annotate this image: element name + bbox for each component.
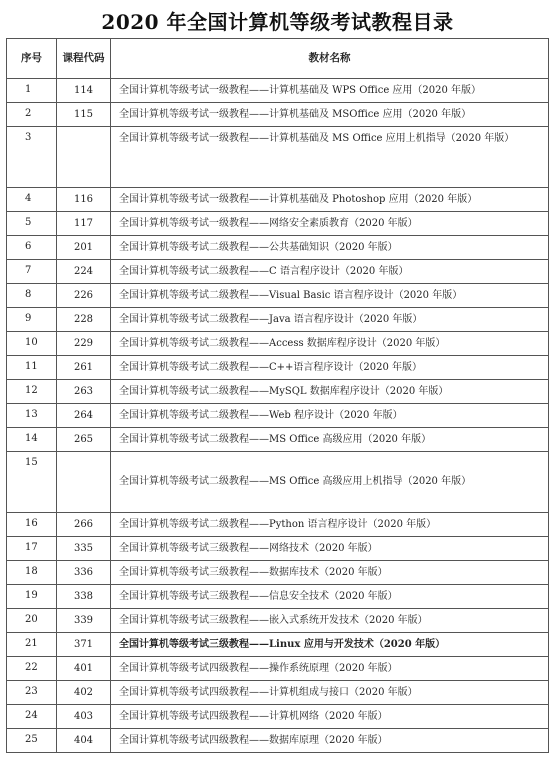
header-no: 序号	[7, 39, 57, 79]
row-code: 201	[57, 236, 111, 260]
table-row	[7, 236, 549, 260]
row-code: 401	[57, 657, 111, 681]
row-code	[57, 127, 111, 188]
row-name: 全国计算机等级考试二级教程——MS Office 高级应用上机指导（2020 年版）	[111, 452, 549, 513]
table-row	[7, 585, 549, 609]
row-code: 261	[57, 356, 111, 380]
row-name: 全国计算机等级考试二级教程——C 语言程序设计（2020 年版）	[111, 260, 549, 284]
row-no: 25	[7, 729, 57, 753]
row-no: 23	[7, 681, 57, 705]
row-name: 全国计算机等级考试三级教程——数据库技术（2020 年版）	[111, 561, 549, 585]
row-no: 22	[7, 657, 57, 681]
row-code: 265	[57, 428, 111, 452]
table-row	[7, 103, 549, 127]
textbook-table	[6, 38, 549, 753]
row-no: 12	[7, 380, 57, 404]
row-code: 402	[57, 681, 111, 705]
row-no: 5	[7, 212, 57, 236]
row-name: 全国计算机等级考试三级教程——嵌入式系统开发技术（2020 年版）	[111, 609, 549, 633]
row-code: 117	[57, 212, 111, 236]
row-name: 全国计算机等级考试一级教程——计算机基础及 Photoshop 应用（2020 年版）	[111, 188, 549, 212]
row-no: 16	[7, 513, 57, 537]
row-code: 229	[57, 332, 111, 356]
row-no: 14	[7, 428, 57, 452]
table-row	[7, 308, 549, 332]
row-name: 全国计算机等级考试四级教程——计算机网络（2020 年版）	[111, 705, 549, 729]
row-name: 全国计算机等级考试二级教程——公共基础知识（2020 年版）	[111, 236, 549, 260]
table-row	[7, 609, 549, 633]
table-row	[7, 561, 549, 585]
row-name: 全国计算机等级考试三级教程——Linux 应用与开发技术（2020 年版）	[111, 633, 549, 657]
row-no: 1	[7, 79, 57, 103]
row-code: 338	[57, 585, 111, 609]
row-name: 全国计算机等级考试四级教程——操作系统原理（2020 年版）	[111, 657, 549, 681]
row-no: 3	[7, 127, 57, 188]
row-code: 114	[57, 79, 111, 103]
row-code: 263	[57, 380, 111, 404]
table-row	[7, 657, 549, 681]
row-name: 全国计算机等级考试三级教程——信息安全技术（2020 年版）	[111, 585, 549, 609]
table-row	[7, 284, 549, 308]
row-code: 336	[57, 561, 111, 585]
row-code: 404	[57, 729, 111, 753]
row-no: 24	[7, 705, 57, 729]
row-code: 339	[57, 609, 111, 633]
row-name: 全国计算机等级考试二级教程——Python 语言程序设计（2020 年版）	[111, 513, 549, 537]
table-row	[7, 729, 549, 753]
row-no: 6	[7, 236, 57, 260]
row-name: 全国计算机等级考试二级教程——Java 语言程序设计（2020 年版）	[111, 308, 549, 332]
row-no: 18	[7, 561, 57, 585]
row-code: 226	[57, 284, 111, 308]
row-code: 371	[57, 633, 111, 657]
row-no: 9	[7, 308, 57, 332]
table-row	[7, 428, 549, 452]
row-name: 全国计算机等级考试一级教程——计算机基础及 MSOffice 应用（2020 年版）	[111, 103, 549, 127]
row-code: 335	[57, 537, 111, 561]
table-row	[7, 380, 549, 404]
table-row	[7, 537, 549, 561]
table-row	[7, 705, 549, 729]
row-no: 7	[7, 260, 57, 284]
row-name: 全国计算机等级考试三级教程——网络技术（2020 年版）	[111, 537, 549, 561]
row-code: 116	[57, 188, 111, 212]
row-name: 全国计算机等级考试一级教程——计算机基础及 MS Office 应用上机指导（2020 年版）	[111, 127, 549, 188]
table-row	[7, 633, 549, 657]
header-row	[7, 39, 549, 79]
row-name: 全国计算机等级考试二级教程——MySQL 数据库程序设计（2020 年版）	[111, 380, 549, 404]
row-name: 全国计算机等级考试四级教程——数据库原理（2020 年版）	[111, 729, 549, 753]
row-code: 403	[57, 705, 111, 729]
row-code: 115	[57, 103, 111, 127]
row-no: 10	[7, 332, 57, 356]
row-name: 全国计算机等级考试二级教程——Web 程序设计（2020 年版）	[111, 404, 549, 428]
row-name: 全国计算机等级考试一级教程——网络安全素质教育（2020 年版）	[111, 212, 549, 236]
row-no: 4	[7, 188, 57, 212]
row-name: 全国计算机等级考试二级教程——MS Office 高级应用（2020 年版）	[111, 428, 549, 452]
row-name: 全国计算机等级考试二级教程——C++语言程序设计（2020 年版）	[111, 356, 549, 380]
row-name: 全国计算机等级考试二级教程——Access 数据库程序设计（2020 年版）	[111, 332, 549, 356]
row-code: 266	[57, 513, 111, 537]
table-row	[7, 127, 549, 188]
row-no: 8	[7, 284, 57, 308]
row-code: 228	[57, 308, 111, 332]
row-code: 224	[57, 260, 111, 284]
header-name: 教材名称	[111, 39, 549, 79]
table-row	[7, 260, 549, 284]
row-no: 19	[7, 585, 57, 609]
row-code	[57, 452, 111, 513]
table-row	[7, 188, 549, 212]
table-row	[7, 79, 549, 103]
row-no: 20	[7, 609, 57, 633]
table-row	[7, 356, 549, 380]
table-row	[7, 332, 549, 356]
row-no: 17	[7, 537, 57, 561]
row-name: 全国计算机等级考试二级教程——Visual Basic 语言程序设计（2020 年版）	[111, 284, 549, 308]
table-row	[7, 452, 549, 513]
row-no: 13	[7, 404, 57, 428]
header-code: 课程代码	[57, 39, 111, 79]
table-row	[7, 212, 549, 236]
table-body	[7, 79, 549, 753]
row-no: 21	[7, 633, 57, 657]
row-no: 11	[7, 356, 57, 380]
row-name: 全国计算机等级考试四级教程——计算机组成与接口（2020 年版）	[111, 681, 549, 705]
page-title: 2020 年全国计算机等级考试教程目录	[101, 10, 454, 34]
table-row	[7, 513, 549, 537]
row-no: 15	[7, 452, 57, 513]
row-name: 全国计算机等级考试一级教程——计算机基础及 WPS Office 应用（2020 年版）	[111, 79, 549, 103]
row-code: 264	[57, 404, 111, 428]
table-row	[7, 681, 549, 705]
row-no: 2	[7, 103, 57, 127]
table-row	[7, 404, 549, 428]
